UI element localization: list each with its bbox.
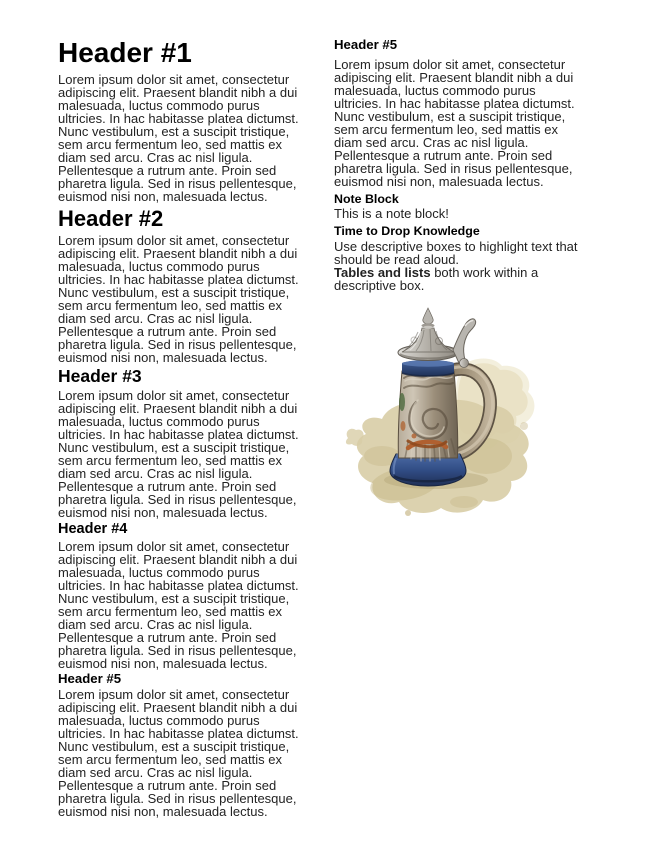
note-block-title: Note Block [334,191,399,206]
tables-note [334,266,586,292]
tables-note-rest: both work within a descriptive box. [334,264,539,293]
beer-stein-illustration [344,306,579,518]
section-heading-h5: Header #5 [334,37,398,52]
section-heading-h3: Header #3 [58,366,142,387]
knowledge-text: Use descriptive boxes to highlight text that should be read aloud. [334,238,578,267]
body-paragraph: Lorem ipsum dolor sit amet, consectetur adipiscing elit. Praesent blandit nibh a dui malesuada, luctus commodo purus ultricies. In hac habitasse platea dictumst. Nunc vestibulum, est a suscipit tristique, sem arcu fermentum leo, sed mattis ex diam sed arcu. Cras ac nisl ligula. Pellentesque a rutrum ante. Proin sed pharetra ligula. Sed in risus pellentesque, euismod nisi non, malesuada lectus. [58,538,299,671]
right-column [334,38,586,518]
left-column [58,38,308,818]
section-heading-h2: Header #2 [58,206,164,232]
body-paragraph: Lorem ipsum dolor sit amet, consectetur adipiscing elit. Praesent blandit nibh a dui malesuada, luctus commodo purus ultricies. In hac habitasse platea dictumst. Nunc vestibulum, est a suscipit tristique, sem arcu fermentum leo, sed mattis ex diam sed arcu. Cras ac nisl ligula. Pellentesque a rutrum ante. Proin sed pharetra ligula. Sed in risus pellentesque, euismod nisi non, malesuada lectus. [334,56,575,189]
stein-thumb-lever [453,319,476,368]
tables-note-bold: Tables and lists [334,264,431,280]
section-heading-h5: Header #5 [58,670,122,686]
section-heading-h4: Header #4 [58,520,128,537]
body-paragraph: Lorem ipsum dolor sit amet, consectetur adipiscing elit. Praesent blandit nibh a dui malesuada, luctus commodo purus ultricies. In hac habitasse platea dictumst. Nunc vestibulum, est a suscipit tristique, sem arcu fermentum leo, sed mattis ex diam sed arcu. Cras ac nisl ligula. Pellentesque a rutrum ante. Proin sed pharetra ligula. Sed in risus pellentesque, euismod nisi non, malesuada lectus. [58,233,299,366]
knowledge-title: Time to Drop Knowledge [334,224,480,239]
body-paragraph: Lorem ipsum dolor sit amet, consectetur adipiscing elit. Praesent blandit nibh a dui malesuada, luctus commodo purus ultricies. In hac habitasse platea dictumst. Nunc vestibulum, est a suscipit tristique, sem arcu fermentum leo, sed mattis ex diam sed arcu. Cras ac nisl ligula. Pellentesque a rutrum ante. Proin sed pharetra ligula. Sed in risus pellentesque, euismod nisi non, malesuada lectus. [58,72,299,205]
body-paragraph: Lorem ipsum dolor sit amet, consectetur adipiscing elit. Praesent blandit nibh a dui malesuada, luctus commodo purus ultricies. In hac habitasse platea dictumst. Nunc vestibulum, est a suscipit tristique, sem arcu fermentum leo, sed mattis ex diam sed arcu. Cras ac nisl ligula. Pellentesque a rutrum ante. Proin sed pharetra ligula. Sed in risus pellentesque, euismod nisi non, malesuada lectus. [58,687,299,820]
stein-lid [398,308,458,361]
beer-stein-svg [344,306,579,518]
body-paragraph: Lorem ipsum dolor sit amet, consectetur adipiscing elit. Praesent blandit nibh a dui malesuada, luctus commodo purus ultricies. In hac habitasse platea dictumst. Nunc vestibulum, est a suscipit tristique, sem arcu fermentum leo, sed mattis ex diam sed arcu. Cras ac nisl ligula. Pellentesque a rutrum ante. Proin sed pharetra ligula. Sed in risus pellentesque, euismod nisi non, malesuada lectus. [58,387,299,520]
section-heading-h1: Header #1 [58,37,192,68]
stein-neck-band [402,360,454,376]
note-block-text: This is a note block! [334,206,449,222]
